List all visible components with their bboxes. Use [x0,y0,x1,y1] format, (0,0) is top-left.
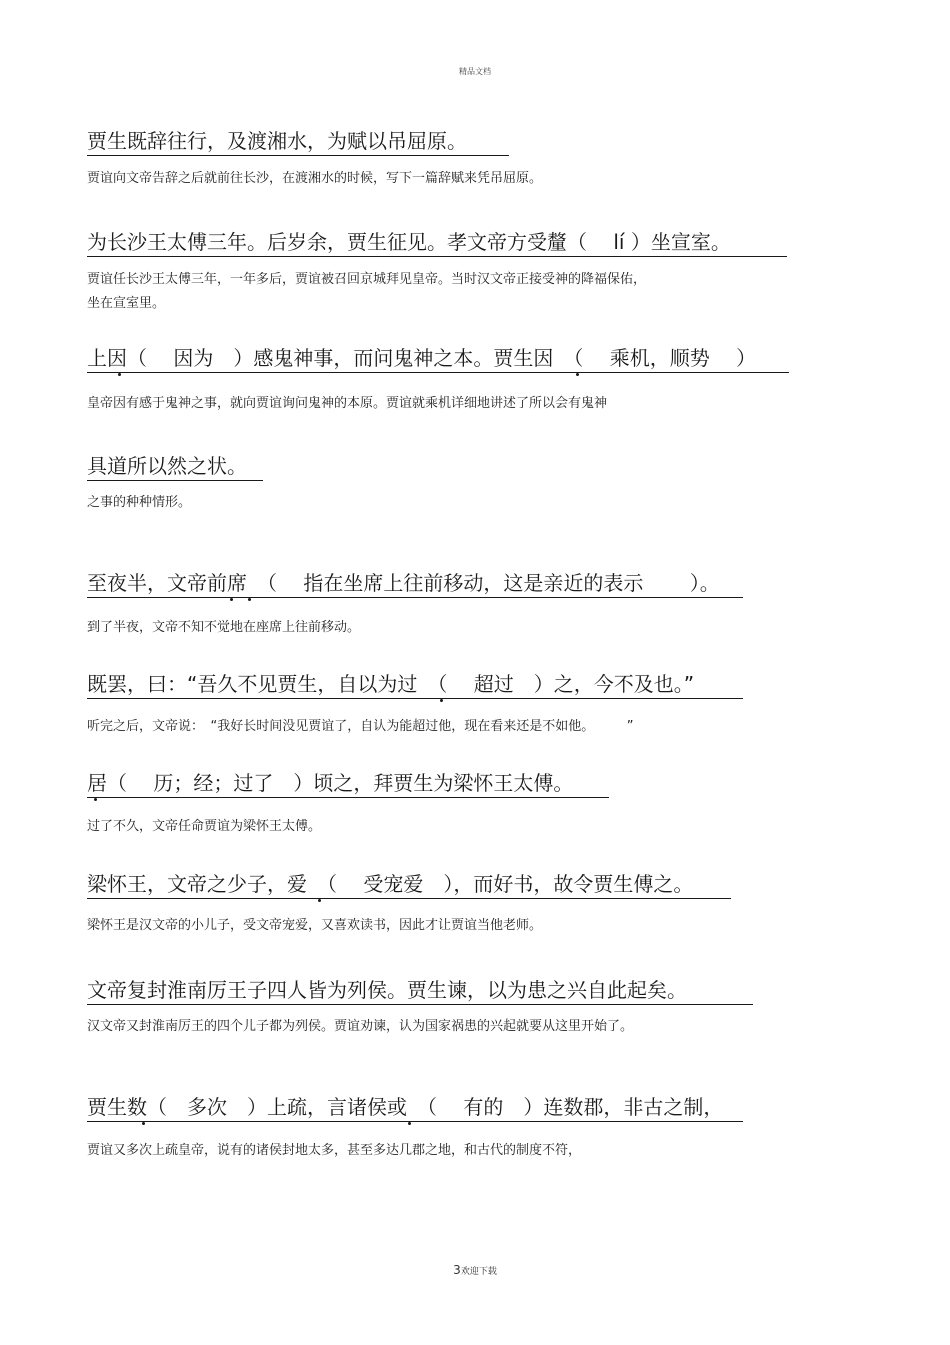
original-line-8: 梁怀王，文帝之少子，爱 （ 受宠爱 ），而好书，故令贾生傅之。 [87,871,731,899]
original-line-1: 贾生既辞往行，及渡湘水，为赋以吊屈原。 [87,128,509,156]
translation-line-3: 皇帝因有感于鬼神之事，就向贾谊询问鬼神的本原。贾谊就乘机详细地讲述了所以会有鬼神 [87,396,608,411]
page-header: 精品文档 [459,67,491,76]
original-line-4: 具道所以然之状。 [87,453,263,481]
original-line-2: 为长沙王太傅三年。后岁余，贾生征见。孝文帝方受釐（ lí ）坐宣室。 [87,229,787,257]
emphasis-dot [142,1122,145,1125]
original-line-10: 贾生数（ 多次 ）上疏，言诸侯或 （ 有的 ）连数郡，非古之制， [87,1094,743,1122]
emphasis-dot [230,598,233,601]
translation-line-9: 汉文帝又封淮南厉王的四个儿子都为列侯。贾谊劝谏，认为国家祸患的兴起就要从这里开始了。 [87,1019,634,1034]
emphasis-dot [408,1122,411,1125]
translation-line-10: 贾谊又多次上疏皇帝，说有的诸侯封地太多，甚至多达几郡之地，和古代的制度不符， [87,1143,582,1158]
translation-line-4: 之事的种种情形。 [87,495,192,510]
emphasis-dot [248,598,251,601]
emphasis-dot [94,798,97,801]
original-line-6: 既罢，曰：“吾久不见贾生，自以为过 （ 超过 ）之，今不及也。” [87,671,743,699]
original-line-7: 居（ 历；经；过了 ）顷之，拜贾生为梁怀王太傅。 [87,770,609,798]
emphasis-dot [440,699,443,702]
page-footer [0,1263,950,1277]
original-line-3: 上因（ 因为 ）感鬼神事，而问鬼神之本。贾生因 （ 乘机，顺势 ） [87,345,789,373]
page-number: 3 [453,1263,461,1277]
emphasis-dot [318,899,321,902]
original-line-9: 文帝复封淮南厉王子四人皆为列侯。贾生谏，以为患之兴自此起矣。 [87,977,753,1005]
original-line-5: 至夜半，文帝前席 （ 指在坐席上往前移动，这是亲近的表示 ）。 [87,570,743,598]
translation-line-5: 到了半夜，文帝不知不觉地在座席上往前移动。 [87,620,361,635]
translation-line-2: 贾谊任长沙王太傅三年，一年多后，贾谊被召回京城拜见皇帝。当时汉文帝正接受神的降福保佑， [87,272,647,287]
emphasis-dot [118,373,121,376]
translation-line-6: 听完之后，文帝说： “我好长时间没见贾谊了，自认为能超过他，现在看来还是不如他。 ” [87,719,634,734]
footer-text: 欢迎下载 [460,1267,497,1277]
translation-line-2b: 坐在宣室里。 [87,296,166,311]
translation-line-7: 过了不久，文帝任命贾谊为梁怀王太傅。 [87,819,322,834]
translation-line-1: 贾谊向文帝告辞之后就前往长沙，在渡湘水的时候，写下一篇辞赋来凭吊屈原。 [87,171,543,186]
translation-line-8: 梁怀王是汉文帝的小儿子，受文帝宠爱，又喜欢读书，因此才让贾谊当他老师。 [87,918,543,933]
emphasis-dot [576,373,579,376]
